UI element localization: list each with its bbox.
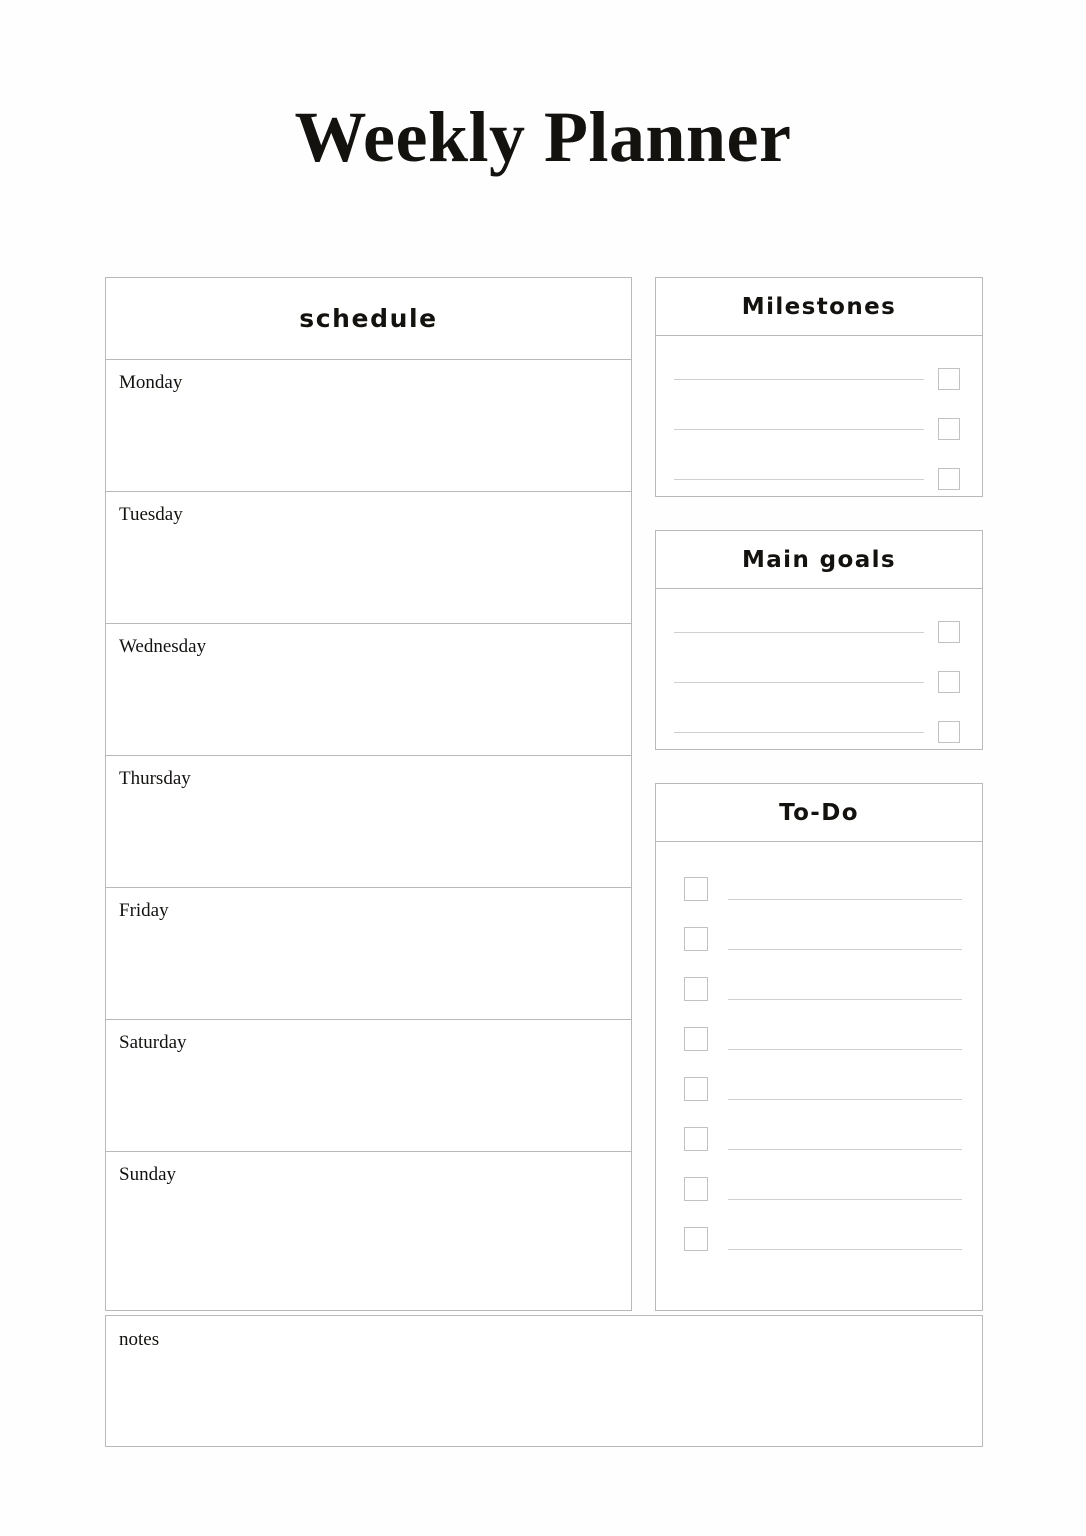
write-line[interactable] [728,1199,962,1200]
schedule-row-friday[interactable] [106,888,631,1020]
list-item[interactable] [674,354,960,404]
checkbox-icon[interactable] [938,468,960,490]
write-line[interactable] [674,479,924,480]
day-label: Friday [119,900,169,921]
milestones-panel [655,277,983,497]
write-line[interactable] [674,682,924,683]
checkbox-icon[interactable] [938,721,960,743]
day-writing-area[interactable] [106,926,631,1019]
milestones-heading: Milestones [656,278,982,336]
write-line[interactable] [674,732,924,733]
schedule-heading: schedule [106,278,631,360]
checkbox-icon[interactable] [684,1077,708,1101]
day-writing-area[interactable] [106,530,631,623]
day-label: Thursday [119,768,191,789]
write-line[interactable] [728,1149,962,1150]
checkbox-icon[interactable] [684,927,708,951]
checkbox-icon[interactable] [684,977,708,1001]
schedule-row-sunday[interactable] [106,1152,631,1284]
day-label: Wednesday [119,636,207,657]
todo-heading: To-Do [656,784,982,842]
list-item[interactable] [684,1214,962,1264]
checkbox-icon[interactable] [684,1177,708,1201]
list-item[interactable] [684,914,962,964]
checkbox-icon[interactable] [684,1227,708,1251]
page-title: Weekly Planner [294,97,792,177]
schedule-panel [105,277,632,1311]
main-goals-list [656,589,982,757]
write-line[interactable] [674,429,924,430]
todo-list [656,842,982,1264]
main-goals-panel [655,530,983,750]
write-line[interactable] [728,899,962,900]
list-item[interactable] [674,607,960,657]
day-writing-area[interactable] [106,1058,631,1151]
write-line[interactable] [728,1099,962,1100]
schedule-row-tuesday[interactable] [106,492,631,624]
day-writing-area[interactable] [106,662,631,755]
list-item[interactable] [684,1114,962,1164]
list-item[interactable] [674,404,960,454]
checkbox-icon[interactable] [938,621,960,643]
checkbox-icon[interactable] [938,671,960,693]
list-item[interactable] [674,707,960,757]
list-item[interactable] [684,864,962,914]
checkbox-icon[interactable] [938,418,960,440]
day-label: Monday [119,372,183,393]
day-label: Sunday [119,1164,176,1185]
list-item[interactable] [684,964,962,1014]
notes-panel [105,1315,983,1447]
write-line[interactable] [728,1049,962,1050]
write-line[interactable] [674,379,924,380]
day-label: Tuesday [119,504,183,525]
day-label: Saturday [119,1032,187,1053]
main-goals-heading: Main goals [656,531,982,589]
checkbox-icon[interactable] [684,1127,708,1151]
list-item[interactable] [674,657,960,707]
write-line[interactable] [728,999,962,1000]
schedule-row-wednesday[interactable] [106,624,631,756]
milestones-list [656,336,982,504]
write-line[interactable] [674,632,924,633]
day-writing-area[interactable] [106,1190,631,1284]
write-line[interactable] [728,1249,962,1250]
notes-label: notes [119,1329,160,1350]
checkbox-icon[interactable] [938,368,960,390]
day-writing-area[interactable] [106,398,631,491]
list-item[interactable] [684,1064,962,1114]
checkbox-icon[interactable] [684,877,708,901]
schedule-row-saturday[interactable] [106,1020,631,1152]
todo-panel [655,783,983,1311]
day-writing-area[interactable] [106,794,631,887]
schedule-row-thursday[interactable] [106,756,631,888]
notes-writing-area[interactable] [106,1360,982,1446]
list-item[interactable] [684,1164,962,1214]
write-line[interactable] [728,949,962,950]
list-item[interactable] [674,454,960,504]
list-item[interactable] [684,1014,962,1064]
schedule-row-monday[interactable] [106,360,631,492]
checkbox-icon[interactable] [684,1027,708,1051]
